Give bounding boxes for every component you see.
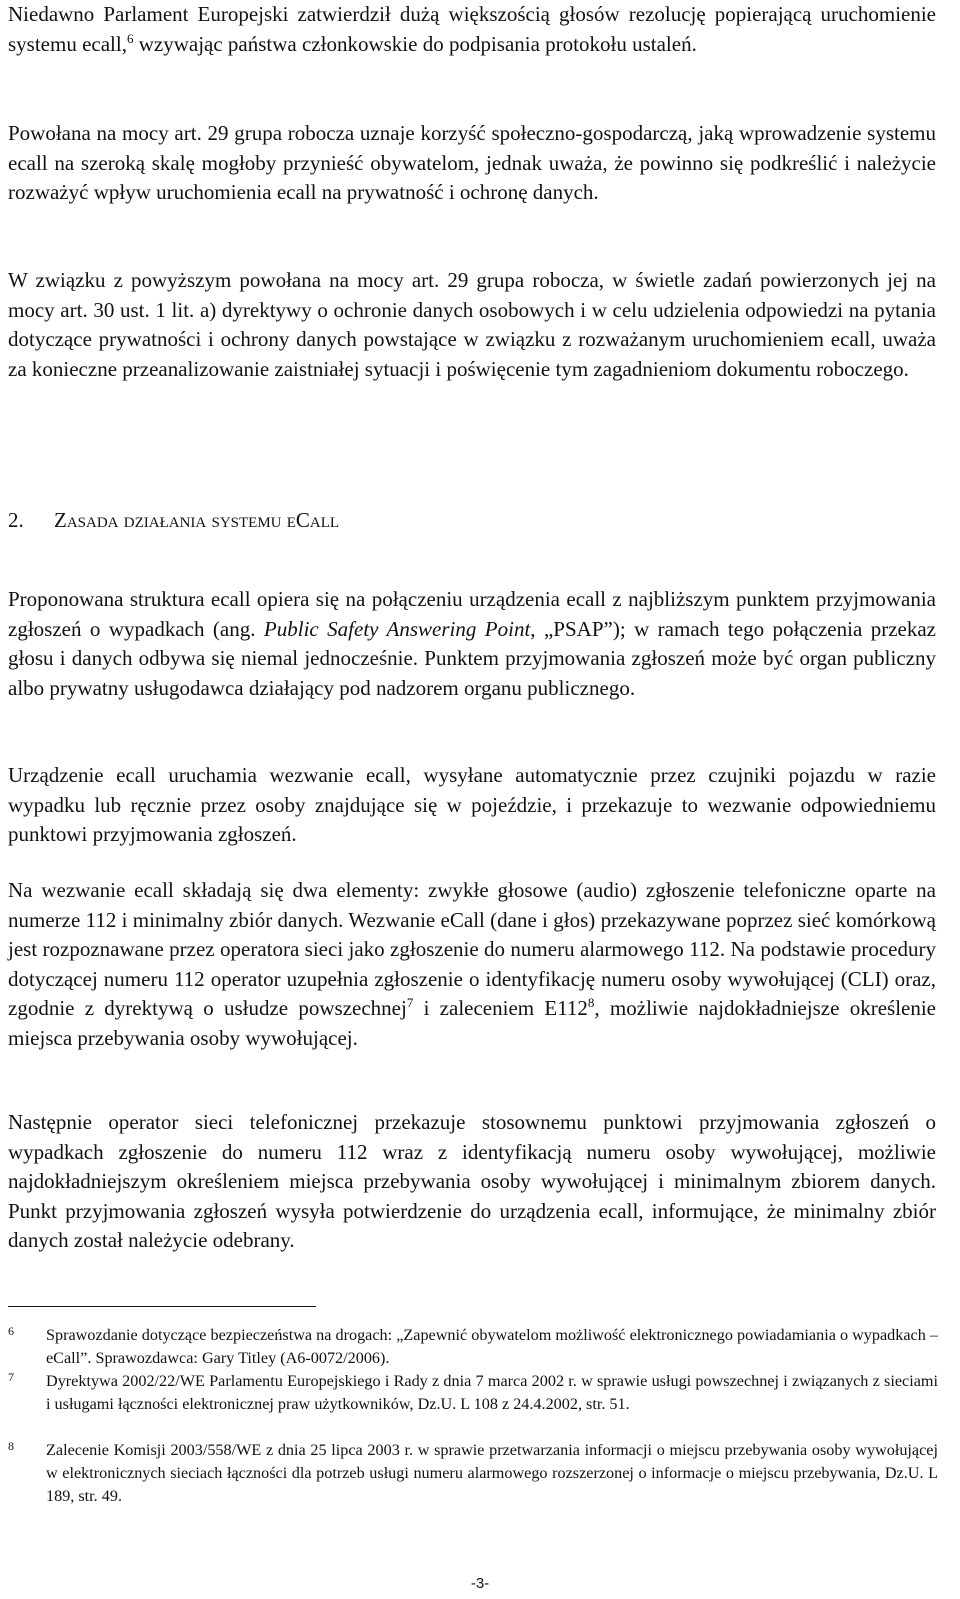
footnote-mark: 8 (8, 1439, 14, 1453)
footnote-8 (8, 1439, 938, 1507)
paragraph-proposed-structure (8, 585, 936, 703)
paragraph-text: i zaleceniem E112 (413, 996, 588, 1021)
section-heading (8, 505, 339, 535)
footnote-text: Sprawozdanie dotyczące bezpieczeństwa na drogach: „Zapewnić obywatelom możliwość elektronicznego powiadamiania o wypadkach – eCall”. Sprawozdawca: Gary Titley (A6-0072/2006). (46, 1326, 938, 1367)
footnote-text: Dyrektywa 2002/22/WE Parlamentu Europejskiego i Rady z dnia 7 marca 2002 r. w sprawie usługi powszechnej i związanych z sieciami i usługami łączności elektronicznej praw użytkowników, Dz.U. L 108 z 24.4.2002, str. 51. (46, 1372, 938, 1413)
psap-term: Public Safety Answering Point (263, 616, 531, 641)
footnote-ref-6[interactable]: 6 (126, 30, 134, 46)
footnote-text: Zalecenie Komisji 2003/558/WE z dnia 25 lipca 2003 r. w sprawie przetwarzania informacji o miejscu przebywania osoby wywołującej w elektronicznych sieciach łączności dla potrzeb usługi numeru alarmowego rozszerzonej o informacje o miejscu przebywania, Dz.U. L 189, str. 49. (46, 1441, 938, 1505)
paragraph-text: Niedawno Parlament Europejski zatwierdził dużą większością głosów rezolucję popierającą uruchomienie systemu ecall, (8, 2, 936, 56)
paragraph-ep-resolution (8, 0, 936, 59)
paragraph-next-operator: Następnie operator sieci telefonicznej przekazuje stosownemu punktowi przyjmowania zgłoszeń o wypadkach zgłoszenie do numeru 112 wraz z identyfikacją numeru osoby wywołującej, możliwie najdokładniejszym określeniem miejsca przebywania osoby wywołującej i minimalnym zbiorem danych. Punkt przyjmowania zgłoszeń wysyła potwierdzenie do urządzenia ecall, informujące, że minimalny zbiór danych został należycie odebrany. (8, 1110, 936, 1253)
paragraph-working-party: Powołana na mocy art. 29 grupa robocza uznaje korzyść społeczno-gospodarczą, jaką wprowadzenie systemu ecall na szeroką skalę mogłoby przynieść obywatelom, jednak uważa, że powinno się podkreślić i należycie rozważyć wpływ uruchomienia ecall na prywatność i ochronę danych. (8, 121, 936, 205)
paragraph-in-view-of: W związku z powyższym powołana na mocy art. 29 grupa robocza, w świetle zadań powierzonych jej na mocy art. 30 ust. 1 lit. a) dyrektywy o ochronie danych osobowych i w celu udzielenia odpowiedzi na pytania dotyczące prywatności i ochrony danych powstające w związku z rozważanym uruchomieniem ecall, uważa za konieczne przeanalizowanie zaistniałej sytuacji i poświęcenie tym zagadnieniom dokumentu roboczego. (8, 268, 936, 381)
paragraph-call-elements (8, 876, 936, 1054)
footnote-ref-7[interactable]: 7 (406, 995, 414, 1011)
footnote-7 (8, 1370, 938, 1416)
footnote-6 (8, 1324, 938, 1370)
paragraph-text: Proponowana struktura ecall opiera się na połączeniu urządzenia ecall z najbliższym punktem przyjmowania zgłoszeń o wypadkach (ang. (8, 587, 936, 641)
page-number: -3- (470, 1575, 490, 1592)
paragraph-text: , „PSAP”); w ramach tego połączenia przekaz głosu i danych odbywa się niemal jednocześnie. Punktem przyjmowania zgłoszeń może być organ publiczny albo prywatny usługodawca działający pod nadzorem organu publicznego. (8, 616, 936, 700)
section-number: 2. (8, 508, 24, 532)
footnote-mark: 6 (8, 1324, 14, 1338)
footnote-ref-8[interactable]: 8 (587, 995, 595, 1011)
footnote-separator (8, 1306, 316, 1307)
footnote-mark: 7 (8, 1370, 14, 1384)
paragraph-text: Na wezwanie ecall składają się dwa elementy: zwykłe głosowe (audio) zgłoszenie telefoniczne oparte na numerze 112 i minimalny zbiór danych. Wezwanie eCall (dane i głos) przekazywane poprzez sieć komórkową jest rozpoznawane przez operatora sieci jako zgłoszenie do numeru alarmowego 112. Na podstawie procedury dotyczącej numeru 112 operator uzupełnia zgłoszenie o identyfikację numeru osoby wywołującej (CLI) oraz, zgodnie z dyrektywą o usłudze powszechnej (8, 878, 936, 1021)
section-title: Zasada działania systemu eCall (54, 508, 340, 532)
paragraph-text: , możliwie najdokładniejsze określenie miejsca przebywania osoby wywołującej. (8, 996, 936, 1050)
paragraph-device: Urządzenie ecall uruchamia wezwanie ecall, wysyłane automatycznie przez czujniki pojazdu w razie wypadku lub ręcznie przez osoby znajdujące się w pojeździe, i przekazuje to wezwanie odpowiedniemu punktowi przyjmowania zgłoszeń. (8, 763, 936, 847)
paragraph-text: wzywając państwa członkowskie do podpisania protokołu ustaleń. (133, 31, 697, 56)
